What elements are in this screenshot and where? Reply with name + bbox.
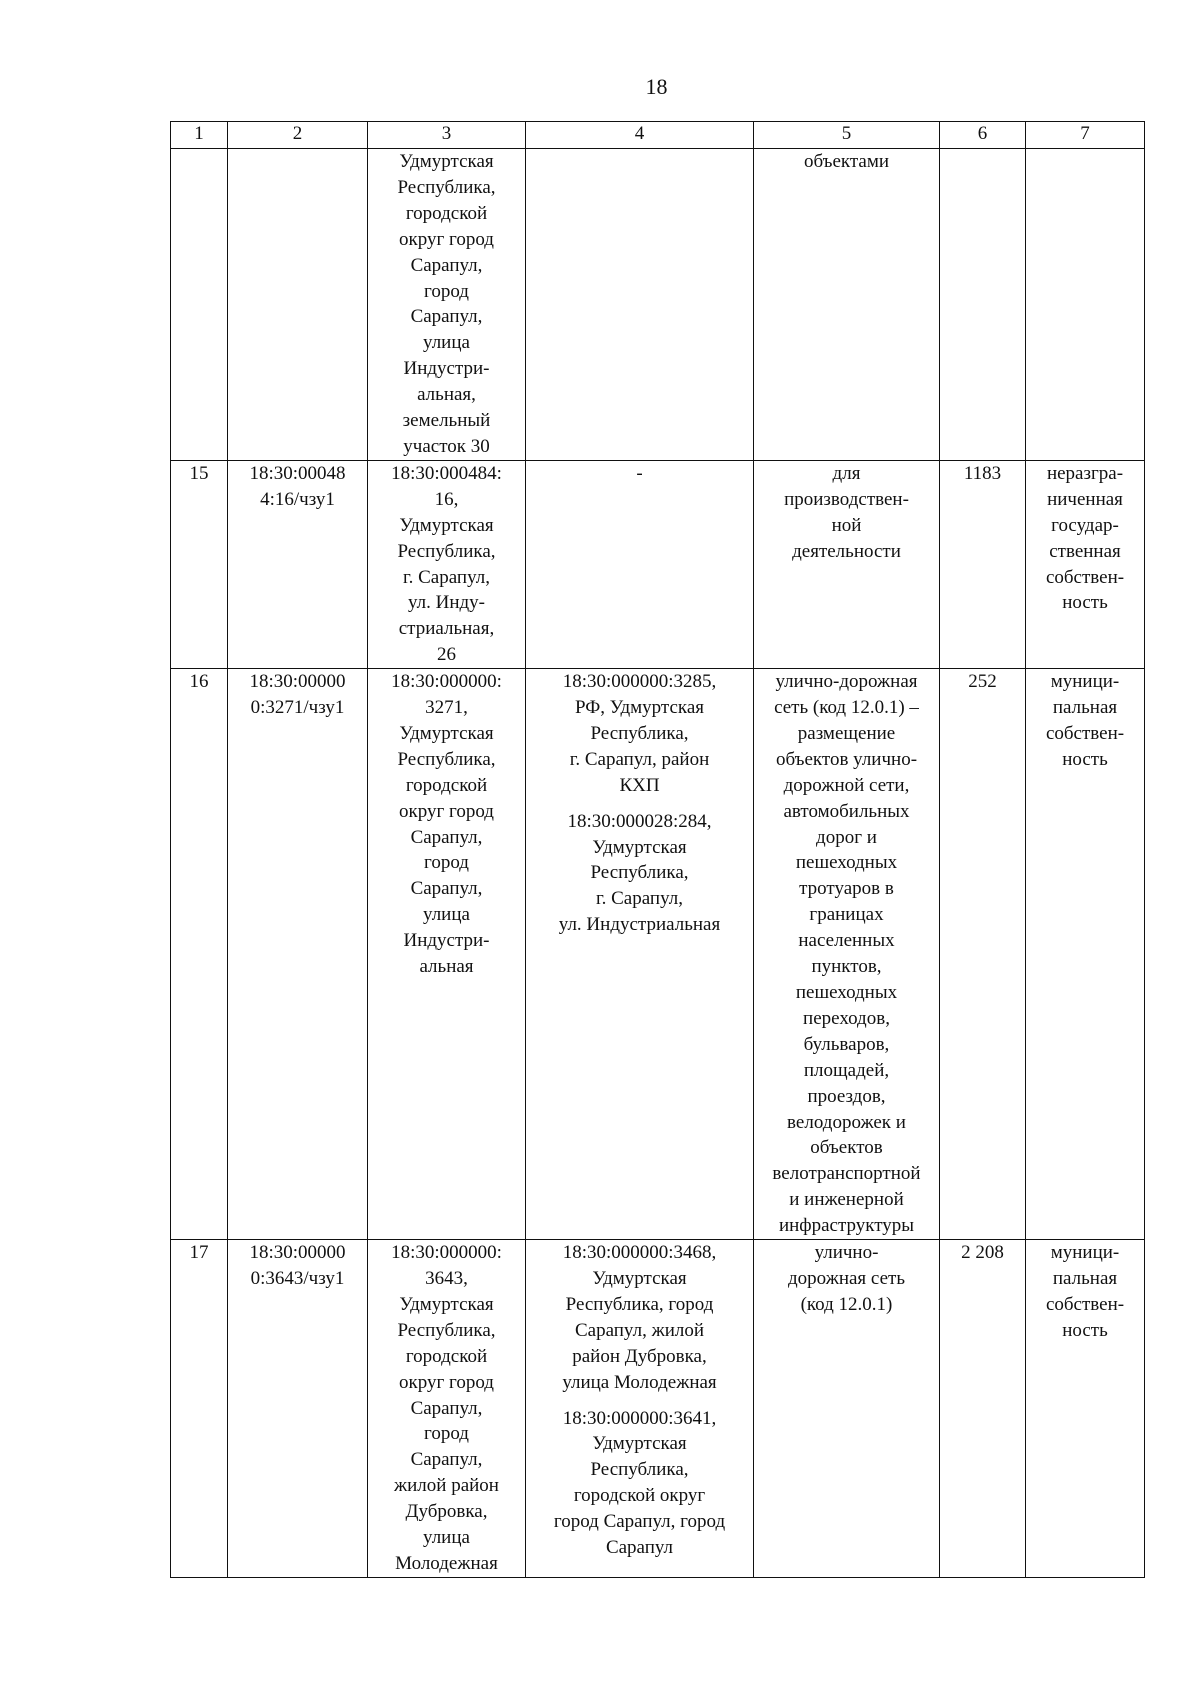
permitted-use-cell <box>754 1240 940 1578</box>
easement-number-text: 18:30:00000 0:3271/чзу1 <box>249 671 346 719</box>
area-cell <box>940 1240 1026 1578</box>
address-cell <box>368 1240 526 1578</box>
address-cell <box>368 149 526 461</box>
address-text: 18:30:000000: 3271, Удмуртская Республика, городской округ город Сарапул, город Сарапул, улица Индустри- альная <box>391 671 502 978</box>
address-text: Удмуртская Республика, городской округ город Сарапул, город Сарапул, улица Индустри- альная, земельный участок 30 <box>397 151 496 457</box>
related-plots-cell <box>526 460 754 668</box>
row-number-cell <box>171 149 228 461</box>
area-cell <box>940 149 1026 461</box>
ownership-cell <box>1026 669 1145 1240</box>
address-cell <box>368 669 526 1240</box>
column-header-1: 1 <box>171 122 228 149</box>
related-plot-entry: 18:30:000000:3285, РФ, Удмуртская Республика, г. Сарапул, район КХП <box>562 671 717 796</box>
ownership-text: муници- пальная собствен- ность <box>1045 1242 1125 1341</box>
column-header-2: 2 <box>228 122 368 149</box>
easement-number-text: 18:30:00048 4:16/чзу1 <box>249 462 346 510</box>
easement-number-cell <box>228 1240 368 1578</box>
related-plot-entry: - <box>636 462 643 484</box>
ownership-cell <box>1026 460 1145 668</box>
row-number-cell <box>171 460 228 668</box>
permitted-use-cell <box>754 669 940 1240</box>
related-plots-cell <box>526 149 754 461</box>
permitted-use-text: улично- дорожная сеть (код 12.0.1) <box>788 1242 905 1315</box>
column-header-7: 7 <box>1026 122 1145 149</box>
table-row <box>171 669 1145 1240</box>
column-header-5: 5 <box>754 122 940 149</box>
row-number-text: 15 <box>189 462 209 484</box>
address-cell <box>368 460 526 668</box>
column-header-6: 6 <box>940 122 1026 149</box>
easement-number-cell <box>228 669 368 1240</box>
table-row <box>171 1240 1145 1578</box>
address-text: 18:30:000484: 16, Удмуртская Республика, г. Сарапул, ул. Инду- стриальная, 26 <box>391 462 502 666</box>
address-text: 18:30:000000: 3643, Удмуртская Республика, городской округ город Сарапул, город Сарапул, жилой район Дубровка, улица Молодежная <box>391 1242 502 1574</box>
easement-number-text: 18:30:00000 0:3643/чзу1 <box>249 1242 346 1289</box>
related-plot-entry: 18:30:000000:3641, Удмуртская Республика, городской округ город Сарапул, город Сарапул <box>553 1407 726 1559</box>
row-number-cell <box>171 669 228 1240</box>
area-cell <box>940 460 1026 668</box>
ownership-cell <box>1026 1240 1145 1578</box>
land-plots-table <box>170 121 1145 1578</box>
area-cell <box>940 669 1026 1240</box>
permitted-use-cell <box>754 460 940 668</box>
permitted-use-text: объектами <box>803 151 890 172</box>
area-text: 2 208 <box>961 1242 1004 1264</box>
header-row <box>171 122 1145 149</box>
related-plot-entry: 18:30:000028:284, Удмуртская Республика, г. Сарапул, ул. Индустриальная <box>558 810 721 936</box>
column-header-4: 4 <box>526 122 754 149</box>
permitted-use-text: улично-дорожная сеть (код 12.0.1) – размещение объектов улично- дорожной сети, автомобильных дорог и пешеходных тротуаров в границах населенных пунктов, пешеходных переходов, бульваров, площадей, проездов, велодорожек и объектов велотранспортной и инженерной инфраструктуры <box>772 671 921 1237</box>
related-plot-entry: 18:30:000000:3468, Удмуртская Республика, город Сарапул, жилой район Дубровка, улица Молодежная <box>562 1242 717 1393</box>
table-row <box>171 149 1145 461</box>
permitted-use-text: для производствен- ной деятельности <box>784 462 909 562</box>
page-number: 18 <box>645 74 668 99</box>
area-text: 252 <box>968 671 997 693</box>
ownership-text: муници- пальная собствен- ность <box>1045 671 1125 770</box>
permitted-use-cell <box>754 149 940 461</box>
column-header-3: 3 <box>368 122 526 149</box>
related-plots-cell <box>526 1240 754 1578</box>
table-header <box>171 122 1145 149</box>
easement-number-cell <box>228 460 368 668</box>
table-row <box>171 460 1145 668</box>
ownership-text: неразгра- ниченная государ- ственная собствен- ность <box>1045 462 1125 614</box>
table-body <box>171 149 1145 1578</box>
area-text: 1183 <box>963 462 1002 484</box>
row-number-text: 16 <box>189 671 209 693</box>
ownership-cell <box>1026 149 1145 461</box>
easement-number-cell <box>228 149 368 461</box>
row-number-text: 17 <box>189 1242 209 1264</box>
row-number-cell <box>171 1240 228 1578</box>
related-plots-cell <box>526 669 754 1240</box>
